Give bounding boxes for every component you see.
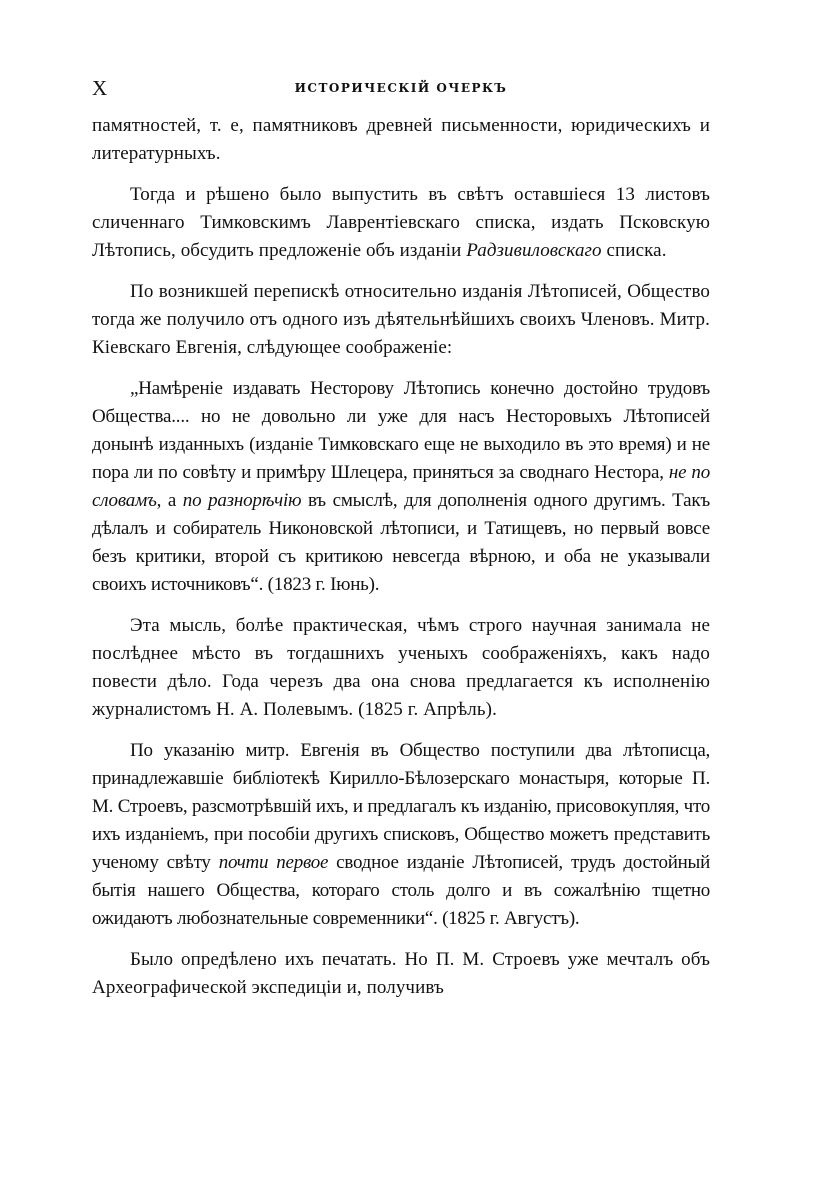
paragraph-4-text-c: въ смыслѣ, для дополненія одного другимъ. Такъ дѣлалъ и собиратель Никоновской лѣтописи, и Татищевъ, но первый вовсе безъ критики, второй съ критикою невсегда вѣрною, и оба не указывали своихъ источниковъ“. (1823 г. Іюнь).: [92, 490, 711, 595]
page-header: [92, 72, 710, 112]
paragraph-2-text-a: Тогда и рѣшено было выпустить въ свѣтъ оставшіеся 13 листовъ сличеннаго Тимковскимъ Лаврентіевскаго списка, издать Псковскую Лѣтопись, обсудить предложеніе объ изданіи: [92, 184, 710, 261]
paragraph-6-text-a: По указанію митр. Евгенія въ Общество поступили два лѣтописца, принадлежавшіе библіотекѣ Кирилло-Бѣлозерскаго монастыря, которые П. М. Строевъ, разсмотрѣвшій ихъ, и предлагалъ къ изданію, присовокупляя, что ихъ изданіемъ, при пособіи другихъ списковъ, Общество можетъ представить ученому свѣту: [92, 740, 710, 873]
paragraph-4-text-b: , а: [156, 490, 183, 511]
paragraph-4-text-a: „Намѣреніе издавать Несторову Лѣтопись конечно достойно трудовъ Общества.... но не довольно ли уже для насъ Несторовыхъ Лѣтописей донынѣ изданныхъ (изданіе Тимковскаго еще не выходило въ это время) и не пора ли по совѣту и примѣру Шлецера, приняться за своднаго Нестора,: [92, 378, 710, 483]
running-title: ИСТОРИЧЕСКІЙ ОЧЕРКЪ: [294, 81, 508, 95]
paragraph-2-emphasis: Радзивиловскаго: [466, 240, 602, 261]
paragraph-4-emphasis-2: по разнорѣчію: [182, 490, 302, 511]
paragraph-5: Эта мысль, болѣе практическая, чѣмъ строго научная занимала не послѣднее мѣсто въ тогдашнихъ ученыхъ соображеніяхъ, какъ надо повести дѣло. Года черезъ два она снова предлагается къ исполненію журналистомъ Н. А. Полевымъ. (1825 г. Апрѣль).: [92, 615, 710, 720]
paragraph-6: [92, 737, 710, 933]
page-number: X: [92, 76, 108, 100]
paragraph-4-emphasis-1: не по словамъ: [92, 462, 710, 511]
document-page: [92, 72, 710, 1002]
paragraph-6-text-b: сводное изданіе Лѣтописей, трудъ достойный бытія нашего Общества, котораго столь долго и въ сожалѣнію тщетно ожидаютъ любознательные современники“. (1825 г. Августъ).: [92, 852, 710, 929]
paragraph-1: памятностей, т. е, памятниковъ древней письменности, юридическихъ и литературныхъ.: [92, 115, 710, 164]
paragraph-4-quote: [92, 375, 710, 599]
paragraph-3: По возникшей перепискѣ относительно изданія Лѣтописей, Общество тогда же получило отъ одного изъ дѣятельнѣйшихъ своихъ Членовъ. Митр. Кіевскаго Евгенія, слѣдующее соображеніе:: [92, 281, 710, 358]
paragraph-7: Было опредѣлено ихъ печатать. Но П. М. Строевъ уже мечталъ объ Археографической экспедиціи и, получивъ: [92, 949, 710, 998]
paragraph-2: [92, 181, 710, 265]
paragraph-2-text-b: списка.: [601, 240, 667, 261]
paragraph-6-emphasis: почти первое: [218, 852, 329, 873]
